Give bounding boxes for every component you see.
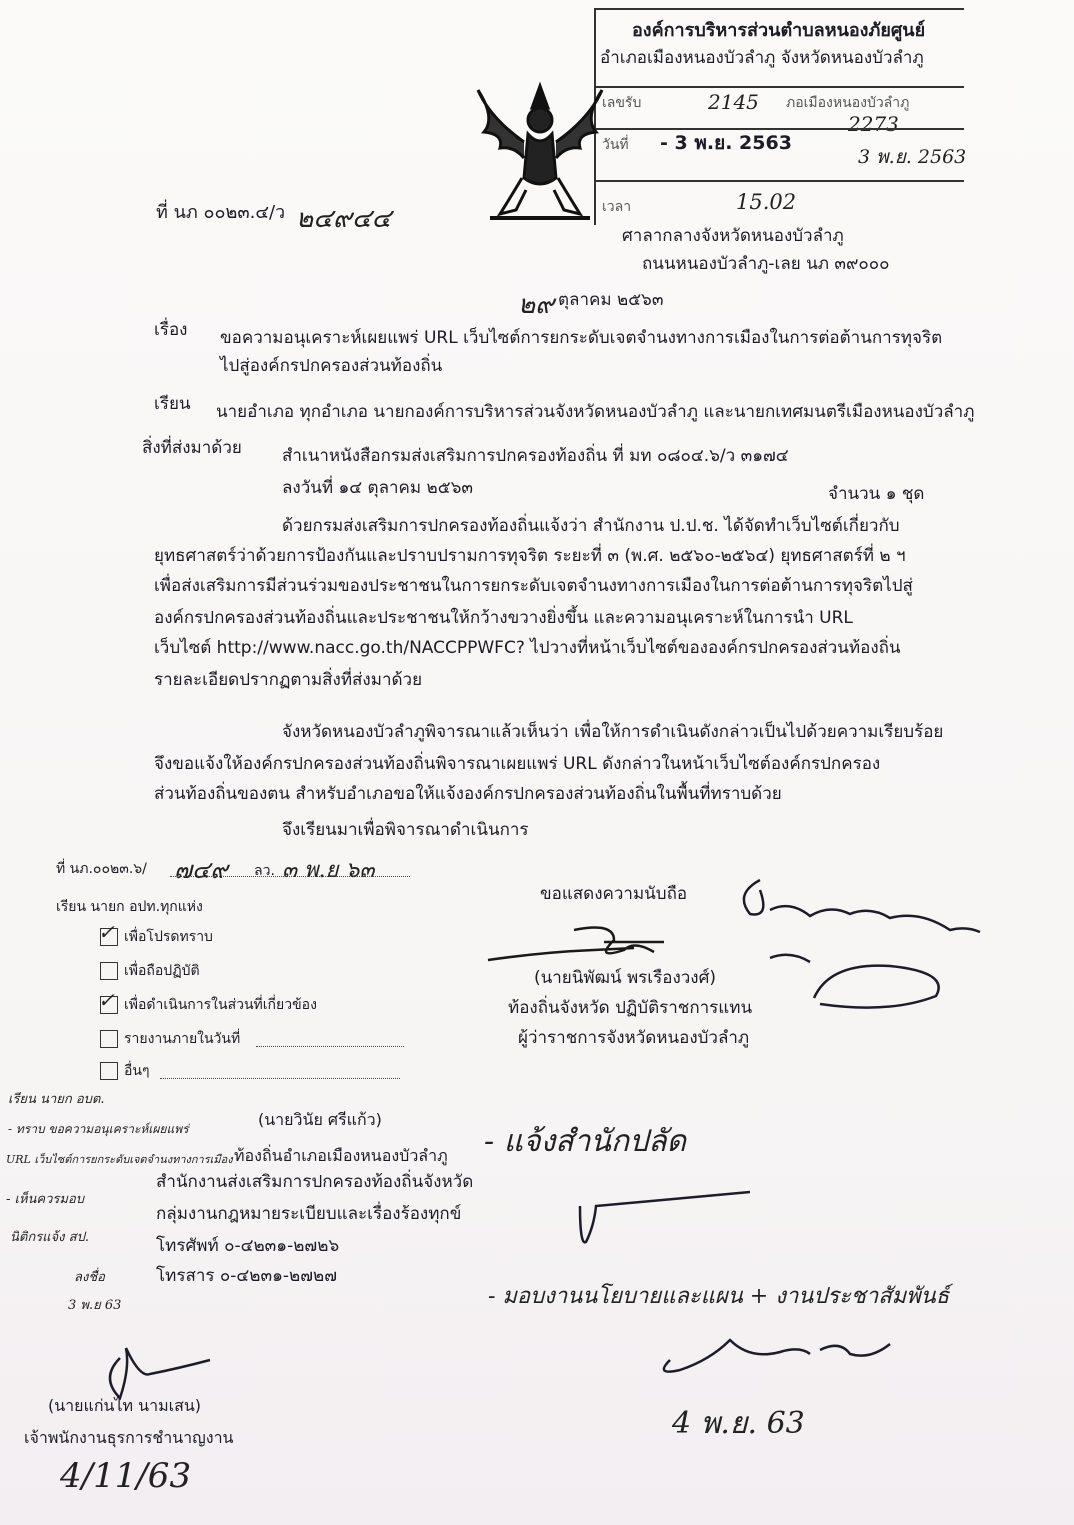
option-label: เพื่อถือปฏิบัติ (124, 963, 200, 979)
forward-ref-no: ๗๔๙ (174, 856, 228, 884)
signature-regards: ขอแสดงความนับถือ (540, 884, 688, 904)
clerk-date: 4/11/63 (60, 1456, 192, 1496)
body-para2-line: จึงขอแจ้งให้องค์กรปกครองส่วนท้องถิ่นพิจารณาเผยแพร่ URL ดังกล่าวในหน้าเว็บไซต์องค์กรปกครอง (154, 754, 881, 774)
option-label: เพื่อโปรดทราบ (124, 929, 213, 945)
check-mark: ✓ (98, 920, 115, 944)
stamp-time-value: 15.02 (736, 190, 797, 214)
signature-name: (นายนิพัฒน์ พรเรืองวงศ์) (534, 968, 717, 988)
sender-address-line1: ศาลากลางจังหวัดหนองบัวลำภู (622, 226, 844, 246)
handwritten-note: - ทราบ ขอความอนุเคราะห์เผยแพร่ (8, 1122, 189, 1136)
receipt-stamp (594, 8, 967, 225)
checkbox-other[interactable] (100, 1062, 118, 1080)
checkbox-for-compliance[interactable] (100, 962, 118, 980)
enclosure-count: จำนวน ๑ ชุด (828, 484, 925, 504)
footer-fax: โทรสาร ๐-๔๒๓๑-๒๗๒๗ (156, 1266, 338, 1286)
stamp-receive-no: 2145 (708, 90, 759, 114)
doc-number-prefix: ที่ นภ ๐๐๒๓.๔/ว (156, 202, 286, 223)
recipient-label: เรียน (154, 394, 191, 414)
subject-label: เรื่อง (154, 320, 188, 340)
handwritten-note: นิติกรแจ้ง สป. (10, 1230, 89, 1245)
enclosure-line2: ลงวันที่ ๑๔ ตุลาคม ๒๕๖๓ (282, 478, 474, 498)
stamp-receive-side: ภอเมืองหนองบัวลำภู (786, 95, 910, 111)
footer-phone: โทรศัพท์ ๐-๔๒๓๑-๒๗๒๖ (156, 1236, 340, 1256)
stamp-date-value: - 3 พ.ย. 2563 (660, 132, 792, 154)
handwritten-note: - แจ้งสำนักปลัด (484, 1124, 686, 1159)
body-para2-line: จังหวัดหนองบัวลำภูพิจารณาแล้วเห็นว่า เพื่อให้การดำเนินดังกล่าวเป็นไปด้วยความเรียบร้อย (282, 722, 944, 742)
handwritten-note: เรียน นายก อบต. (8, 1092, 105, 1107)
stamp-time-label: เวลา (602, 199, 632, 215)
clerk-name: (นายแก่นไท นามเสน) (48, 1396, 202, 1415)
body-para2-line: ส่วนท้องถิ่นของตน สำหรับอำเภอขอให้แจ้งองค์กรปกครองส่วนท้องถิ่นในพื้นที่ทราบด้วย (154, 784, 782, 804)
body-para1-line: รายละเอียดปรากฏตามสิ่งที่ส่งมาด้วย (154, 670, 423, 690)
doc-number: ๒๔๙๔๔ (296, 204, 392, 234)
sender-address-line2: ถนนหนองบัวลำภู-เลย นภ ๓๙๐๐๐ (642, 254, 890, 274)
signature-image (484, 920, 684, 970)
checkbox-report-by-date[interactable] (100, 1030, 118, 1048)
option-label: เพื่อดำเนินการในส่วนที่เกี่ยวข้อง (124, 997, 317, 1013)
stamp-date-label: วันที่ (602, 137, 629, 153)
handwritten-note: ลงชื่อ (74, 1270, 105, 1285)
closing-line: จึงเรียนมาเพื่อพิจารณาดำเนินการ (282, 820, 529, 840)
forward-ref-date: ๓ พ.ย ๖๓ (282, 858, 375, 883)
forward-ref-date-label: ลว. (254, 863, 275, 879)
handwritten-signature (570, 1186, 760, 1256)
check-mark: ✓ (98, 988, 115, 1012)
forward-to: เรียน นายก อปท.ทุกแห่ง (56, 899, 203, 915)
handwritten-endorsement (730, 870, 990, 1020)
body-para1-line: องค์กรปกครองส่วนท้องถิ่นและประชาชนให้กว้างขวางยิ่งขึ้น และความอนุเคราะห์ในการนำ URL (154, 608, 853, 628)
signature-title2: ผู้ว่าราชการจังหวัดหนองบัวลำภู (518, 1028, 750, 1048)
body-para1-line: เว็บไซต์ http://www.nacc.go.th/NACCPPWFC? ไปวางที่หน้าเว็บไซต์ขององค์กรปกครองส่วนท้องถิ่น (154, 638, 901, 658)
subject-line1: ขอความอนุเคราะห์เผยแพร่ URL เว็บไซต์การยกระดับเจตจำนงทางการเมืองในการต่อต้านการทุจริต (220, 328, 943, 348)
subject-line2: ไปสู่องค์กรปกครองส่วนท้องถิ่น (220, 356, 443, 376)
stamp-org-name: องค์การบริหารส่วนตำบลหนองภัยศูนย์ (632, 20, 926, 41)
stamp-date-value-2: 3 พ.ย. 2563 (858, 146, 967, 168)
option-label: อื่นๆ (124, 1063, 150, 1079)
recipient-text: นายอำเภอ ทุกอำเภอ นายกองค์การบริหารส่วนจังหวัดหนองบัวลำภู และนายกเทศมนตรีเมืองหนองบัวลำภู (216, 402, 975, 422)
forward-officer-title: ท้องถิ่นอำเภอเมืองหนองบัวลำภู (234, 1146, 448, 1165)
enclosure-line1: สำเนาหนังสือกรมส่งเสริมการปกครองท้องถิ่น ที่ มท ๐๘๐๔.๖/ว ๓๑๗๔ (282, 446, 789, 466)
stamp-receive-label: เลขรับ (602, 95, 642, 111)
handwritten-note: - มอบงานนโยบายและแผน + งานประชาสัมพันธ์ (488, 1284, 950, 1309)
body-para1-line: เพื่อส่งเสริมการมีส่วนร่วมของประชาชนในการยกระดับเจตจำนงทางการเมืองในการต่อต้านการทุจริตไปสู่ (154, 576, 913, 596)
option-label: รายงานภายในวันที่ (124, 1031, 241, 1047)
handwritten-note: URL เว็บไซต์การยกระดับเจตจำนงทางการเมือง (6, 1153, 233, 1166)
handwritten-note: - เห็นควรมอบ (6, 1192, 85, 1207)
body-para1-line: ยุทธศาสตร์ว่าด้วยการป้องกันและปราบปรามการทุจริต ระยะที่ ๓ (พ.ศ. ๒๕๖๐-๒๕๖๔) ยุทธศาสตร์ที่ ๒ ฯ (154, 546, 906, 566)
signature-title1: ท้องถิ่นจังหวัด ปฏิบัติราชการแทน (508, 998, 753, 1018)
footer-group: กลุ่มงานกฎหมายระเบียบและเรื่องร้องทุกข์ (156, 1204, 462, 1224)
enclosure-label: สิ่งที่ส่งมาด้วย (142, 438, 242, 458)
date-day: ๒๙ (518, 290, 555, 320)
stamp-district-line: อำเภอเมืองหนองบัวลำภู จังหวัดหนองบัวลำภู (600, 48, 924, 68)
stamp-second-no: 2273 (848, 112, 899, 136)
garuda-emblem (470, 78, 610, 228)
clerk-title: เจ้าพนักงานธุรการชำนาญงาน (24, 1428, 234, 1447)
date-month-year: ตุลาคม ๒๕๖๓ (558, 290, 664, 310)
footer-office: สำนักงานส่งเสริมการปกครองท้องถิ่นจังหวัด (156, 1172, 474, 1192)
handwritten-note: 3 พ.ย 63 (68, 1298, 122, 1313)
forward-ref: ที่ นภ.๐๐๒๓.๖/ (56, 861, 147, 877)
forward-officer-name: (นายวินัย ศรีแก้ว) (258, 1110, 382, 1129)
handwritten-date: 4 พ.ย. 63 (672, 1406, 805, 1441)
handwritten-signature (650, 1320, 900, 1380)
body-para1-line: ด้วยกรมส่งเสริมการปกครองท้องถิ่นแจ้งว่า สำนักงาน ป.ป.ช. ได้จัดทำเว็บไซต์เกี่ยวกับ (282, 516, 900, 536)
